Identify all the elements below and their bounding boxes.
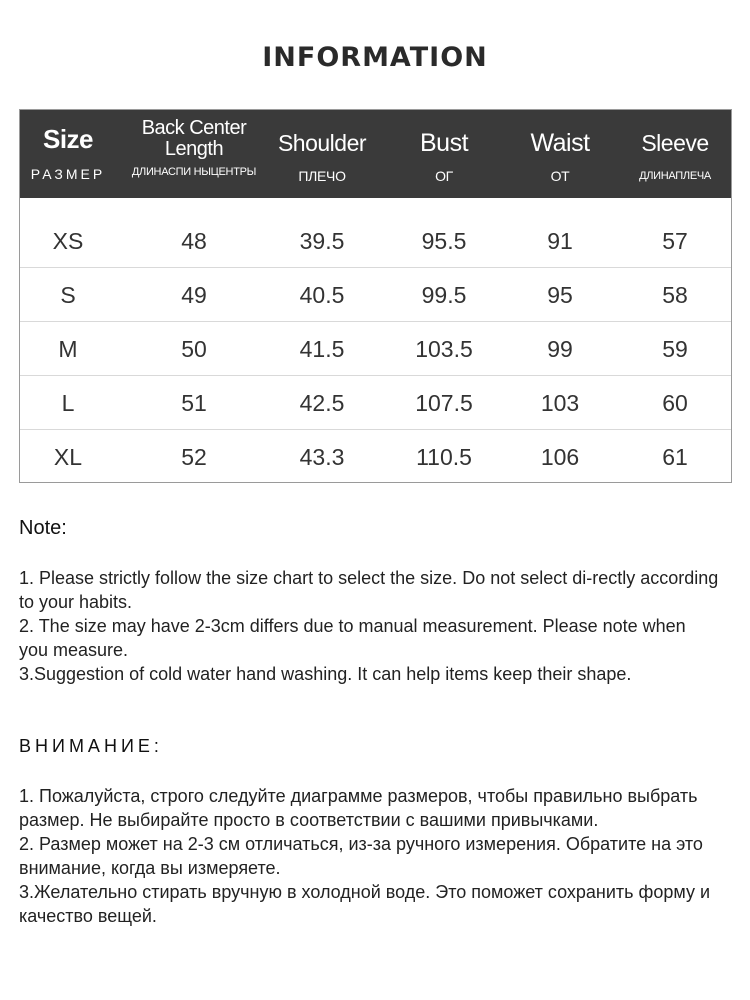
- table-row: [20, 268, 731, 322]
- header-size: [20, 110, 116, 198]
- cell-waist: 103: [540, 390, 580, 416]
- cell-back-center-length: 49: [181, 282, 207, 308]
- note-item: 3.Suggestion of cold water hand washing. It can help items keep their shape.: [19, 664, 632, 684]
- cell-size: M: [58, 336, 78, 362]
- ru-note-heading: ВНИМАНИЕ:: [19, 736, 163, 756]
- table-row: [20, 430, 731, 484]
- ru-note-list: [19, 784, 719, 928]
- cell-sleeve: 57: [662, 228, 688, 254]
- table-row: [20, 376, 731, 430]
- cell-size: XS: [52, 228, 84, 254]
- cell-shoulder: 40.5: [299, 282, 345, 308]
- header-label-en: Waist: [530, 129, 590, 157]
- cell-back-center-length: 52: [181, 444, 207, 470]
- cell-sleeve: 58: [662, 282, 688, 308]
- cell-bust: 107.5: [415, 390, 473, 416]
- cell-waist: 91: [547, 228, 573, 254]
- cell-bust: 95.5: [421, 228, 467, 254]
- header-shoulder: [263, 110, 381, 198]
- cell-sleeve: 59: [662, 336, 688, 362]
- cell-waist: 106: [540, 444, 580, 470]
- cell-shoulder: 39.5: [299, 228, 345, 254]
- header-label-ru: ОТ: [550, 168, 570, 184]
- header-sleeve: [616, 110, 734, 198]
- cell-bust: 99.5: [421, 282, 467, 308]
- cell-shoulder: 42.5: [299, 390, 345, 416]
- header-bust: [382, 110, 506, 198]
- header-back-center-length: [130, 110, 258, 198]
- header-label-ru: ДЛИНАСПИ НЫЦЕНТРЫ: [131, 166, 257, 178]
- cell-shoulder: 41.5: [299, 336, 345, 362]
- header-label-en: Shoulder: [277, 130, 367, 156]
- ru-note-item: 2. Размер может на 2-3 см отличаться, из-за ручного измерения. Обратите на это внимание, когда вы измеряете.: [19, 834, 703, 878]
- cell-shoulder: 43.3: [299, 444, 345, 470]
- note-item: 2. The size may have 2-3cm differs due to manual measurement. Please note when you measure.: [19, 616, 686, 660]
- page-title: INFORMATION: [262, 42, 488, 73]
- note-heading: Note:: [19, 517, 67, 539]
- note-list: [19, 566, 719, 686]
- table-body: [20, 214, 731, 484]
- cell-back-center-length: 50: [181, 336, 207, 362]
- cell-back-center-length: 48: [181, 228, 207, 254]
- header-label-en: Bust: [419, 129, 469, 157]
- header-label-en: Size: [42, 124, 94, 154]
- header-waist: [505, 110, 615, 198]
- header-label-ru: ПЛЕЧО: [298, 168, 346, 184]
- table-header: [20, 110, 731, 198]
- cell-sleeve: 60: [662, 390, 688, 416]
- header-label-ru: ДЛИНАПЛЕЧА: [639, 170, 711, 182]
- ru-note-item: 1. Пожалуйста, строго следуйте диаграмме размеров, чтобы правильно выбрать размер. Не выбирайте просто в соответствии с вашими привычками.: [19, 786, 698, 830]
- cell-waist: 95: [547, 282, 573, 308]
- cell-size: XL: [53, 444, 83, 470]
- table-row: [20, 214, 731, 268]
- table-row: [20, 322, 731, 376]
- cell-bust: 103.5: [415, 336, 473, 362]
- header-label-en: Back Center Length: [141, 117, 247, 160]
- header-label-en: Sleeve: [641, 130, 709, 156]
- size-chart-table: [19, 109, 732, 483]
- cell-size: S: [60, 282, 76, 308]
- cell-size: L: [61, 390, 75, 416]
- cell-bust: 110.5: [416, 444, 472, 470]
- ru-note-item: 3.Желательно стирать вручную в холодной воде. Это поможет сохранить форму и качество вещей.: [19, 882, 711, 926]
- cell-waist: 99: [547, 336, 573, 362]
- header-label-ru: ОГ: [435, 168, 453, 184]
- cell-back-center-length: 51: [181, 390, 207, 416]
- header-label-ru: РАЗМЕР: [30, 166, 106, 182]
- note-item: 1. Please strictly follow the size chart to select the size. Do not select di-rectly according to your habits.: [19, 568, 719, 612]
- cell-sleeve: 61: [662, 444, 688, 470]
